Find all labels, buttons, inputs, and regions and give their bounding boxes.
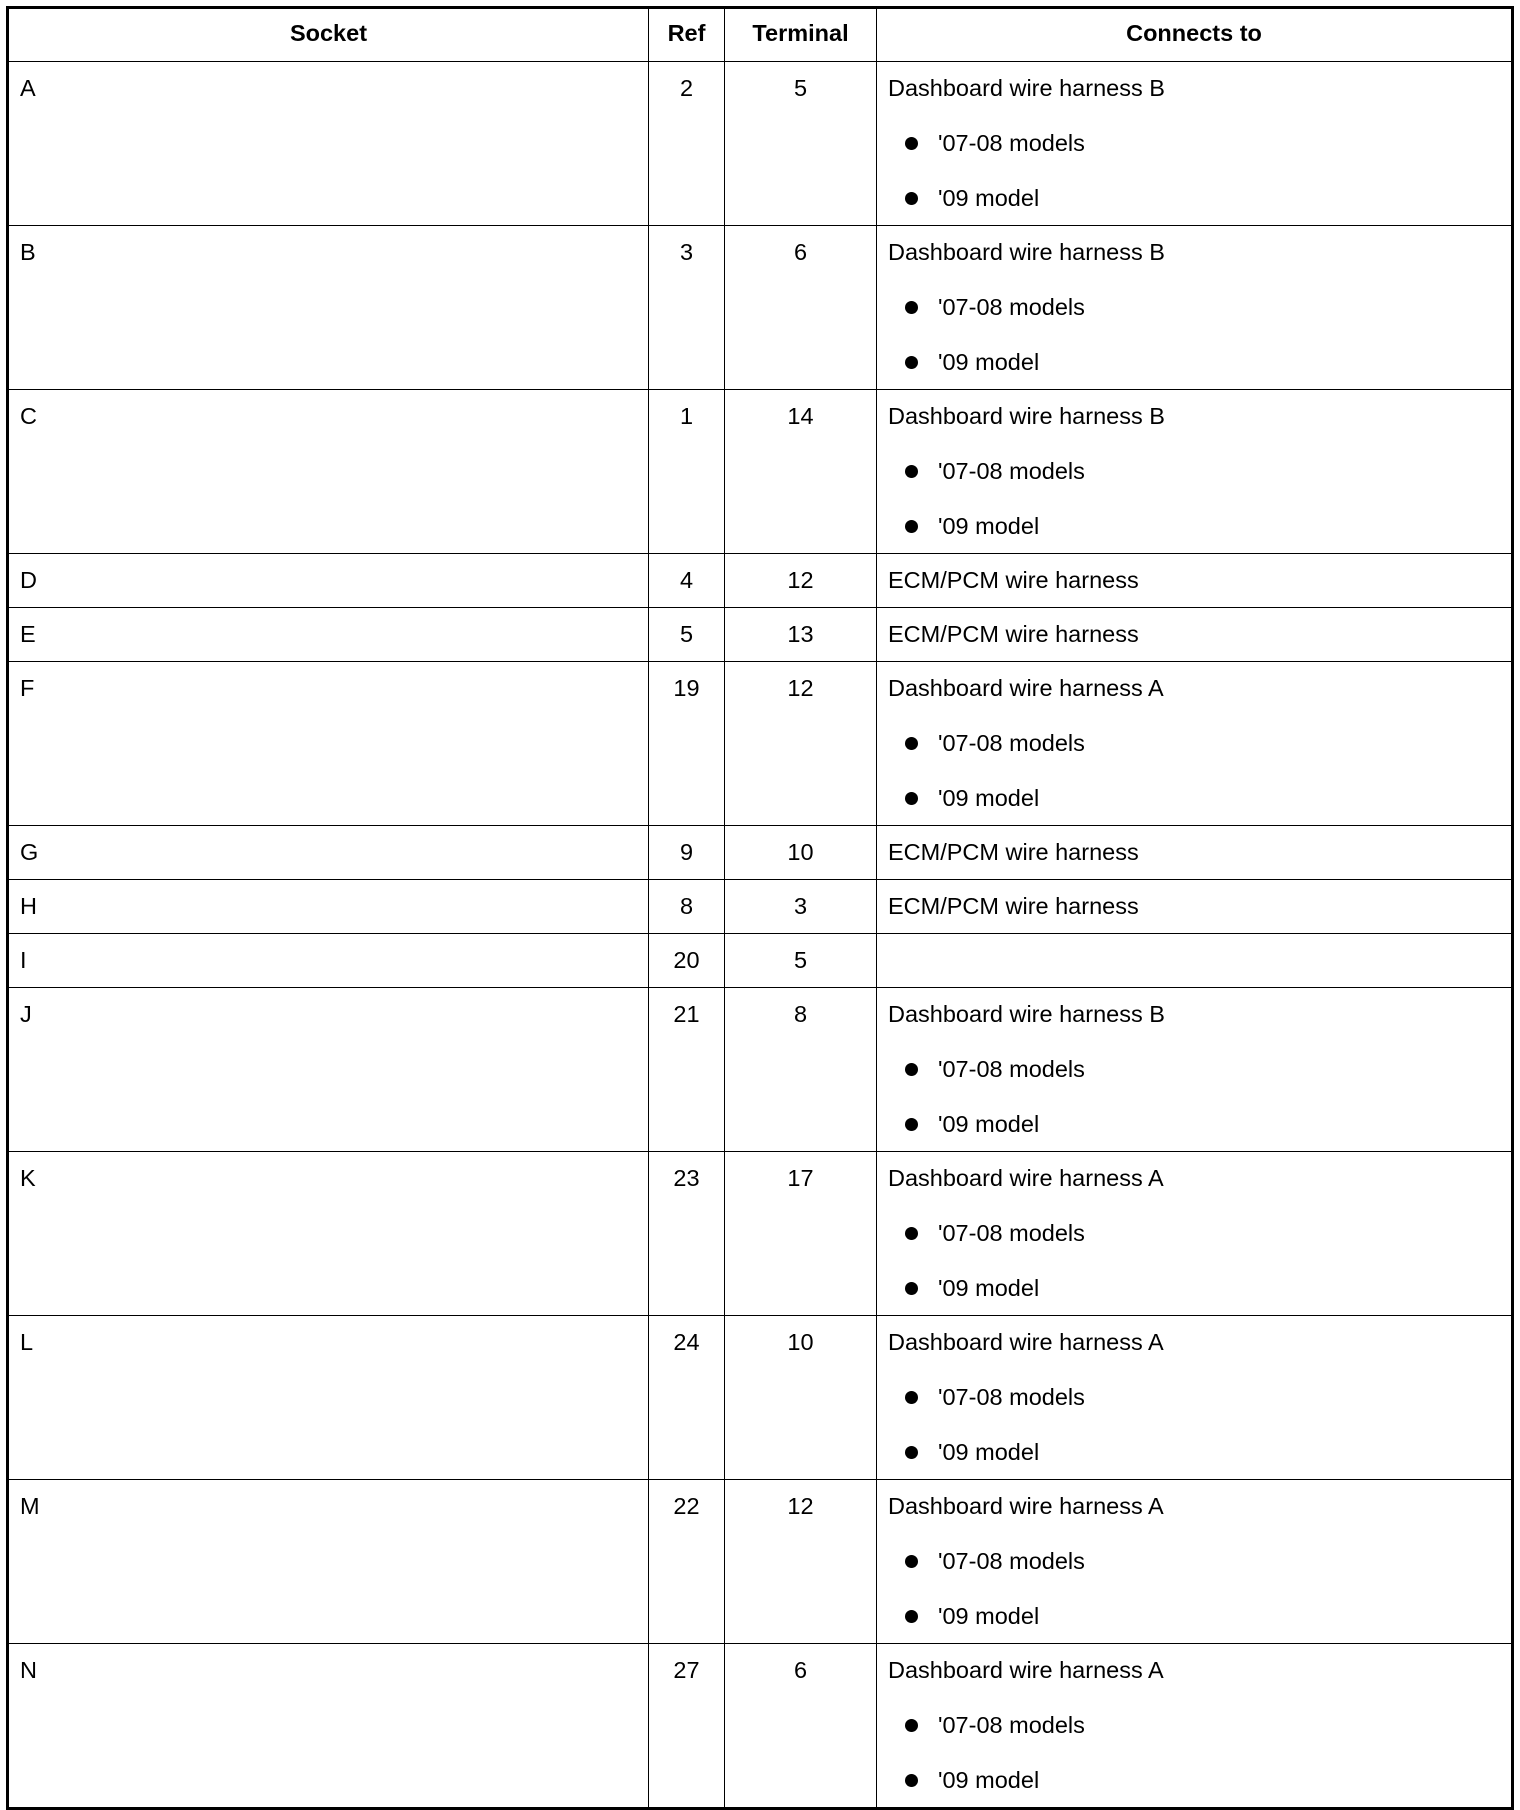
table-row [8,1316,1513,1480]
model-list-item [888,291,1500,324]
table-row [8,390,1513,554]
cell-socket: D [8,554,649,608]
cell-terminal: 10 [725,826,877,880]
model-list-item [888,1436,1500,1469]
connects-to-text: ECM/PCM wire harness [888,567,1139,593]
cell-connects-to [877,1480,1513,1644]
cell-connects-to [877,1644,1513,1809]
table-row [8,1152,1513,1316]
connector-table [6,6,1514,1810]
document-page [6,6,1514,1810]
cell-terminal: 6 [725,1644,877,1809]
model-list [888,1709,1500,1797]
cell-terminal: 5 [725,62,877,226]
table-row [8,554,1513,608]
bullet-icon [905,1555,918,1568]
bullet-icon [905,465,918,478]
model-list-item [888,1053,1500,1086]
cell-socket: E [8,608,649,662]
model-list [888,1053,1500,1141]
model-list-item [888,1381,1500,1414]
table-row [8,662,1513,826]
bullet-icon [905,1719,918,1732]
model-list [888,1381,1500,1469]
model-list [888,127,1500,215]
bullet-icon [905,792,918,805]
model-label: '09 model [938,185,1040,211]
cell-socket: B [8,226,649,390]
table-row [8,934,1513,988]
bullet-icon [905,1446,918,1459]
connects-to-text [888,944,1500,977]
bullet-icon [905,1063,918,1076]
table-row [8,880,1513,934]
cell-socket: I [8,934,649,988]
cell-connects-to [877,880,1513,934]
cell-socket: C [8,390,649,554]
model-list-item [888,455,1500,488]
header-ref: Ref [649,8,725,62]
cell-terminal: 12 [725,554,877,608]
cell-socket: F [8,662,649,826]
cell-ref: 22 [649,1480,725,1644]
model-list-item [888,1709,1500,1742]
cell-ref: 3 [649,226,725,390]
model-label: '07-08 models [938,130,1085,156]
cell-terminal: 5 [725,934,877,988]
cell-ref: 1 [649,390,725,554]
model-label: '09 model [938,349,1040,375]
bullet-icon [905,192,918,205]
cell-terminal: 12 [725,1480,877,1644]
cell-ref: 20 [649,934,725,988]
connects-to-text: Dashboard wire harness A [888,1657,1164,1683]
bullet-icon [905,137,918,150]
cell-connects-to [877,554,1513,608]
cell-ref: 8 [649,880,725,934]
model-list-item [888,127,1500,160]
cell-connects-to [877,390,1513,554]
table-row [8,608,1513,662]
model-list [888,1545,1500,1633]
model-label: '09 model [938,1111,1040,1137]
bullet-icon [905,1774,918,1787]
model-list-item [888,1108,1500,1141]
model-label: '09 model [938,1603,1040,1629]
connects-to-text: Dashboard wire harness A [888,675,1164,701]
cell-socket: L [8,1316,649,1480]
connects-to-text: Dashboard wire harness B [888,1001,1165,1027]
cell-socket: M [8,1480,649,1644]
connects-to-text: ECM/PCM wire harness [888,839,1139,865]
bullet-icon [905,1610,918,1623]
model-label: '07-08 models [938,1548,1085,1574]
header-connects-to: Connects to [877,8,1513,62]
table-row [8,988,1513,1152]
model-list-item [888,1545,1500,1578]
cell-connects-to [877,934,1513,988]
cell-connects-to [877,662,1513,826]
cell-ref: 27 [649,1644,725,1809]
model-label: '09 model [938,1275,1040,1301]
model-list [888,455,1500,543]
cell-terminal: 17 [725,1152,877,1316]
cell-terminal: 14 [725,390,877,554]
cell-ref: 2 [649,62,725,226]
cell-connects-to [877,608,1513,662]
bullet-icon [905,1227,918,1240]
model-label: '07-08 models [938,458,1085,484]
model-list-item [888,1764,1500,1797]
cell-terminal: 13 [725,608,877,662]
connects-to-text: Dashboard wire harness A [888,1329,1164,1355]
model-list-item [888,782,1500,815]
table-row [8,826,1513,880]
table-row [8,1480,1513,1644]
cell-socket: A [8,62,649,226]
cell-socket: N [8,1644,649,1809]
table-body [8,62,1513,1809]
connects-to-text: ECM/PCM wire harness [888,893,1139,919]
model-label: '09 model [938,513,1040,539]
table-row [8,62,1513,226]
header-row [8,8,1513,62]
connects-to-text: Dashboard wire harness A [888,1493,1164,1519]
model-list-item [888,1600,1500,1633]
model-label: '07-08 models [938,1384,1085,1410]
model-label: '07-08 models [938,1712,1085,1738]
model-list-item [888,727,1500,760]
model-label: '09 model [938,785,1040,811]
cell-ref: 23 [649,1152,725,1316]
connects-to-text: Dashboard wire harness B [888,75,1165,101]
model-list [888,727,1500,815]
cell-socket: J [8,988,649,1152]
cell-terminal: 8 [725,988,877,1152]
header-terminal: Terminal [725,8,877,62]
cell-ref: 4 [649,554,725,608]
cell-connects-to [877,62,1513,226]
cell-ref: 9 [649,826,725,880]
model-label: '09 model [938,1439,1040,1465]
header-socket: Socket [8,8,649,62]
bullet-icon [905,737,918,750]
connects-to-text: Dashboard wire harness B [888,403,1165,429]
cell-terminal: 10 [725,1316,877,1480]
model-label: '09 model [938,1767,1040,1793]
model-label: '07-08 models [938,1056,1085,1082]
model-list-item [888,1217,1500,1250]
table-row [8,1644,1513,1809]
cell-ref: 24 [649,1316,725,1480]
cell-socket: H [8,880,649,934]
model-list-item [888,182,1500,215]
cell-connects-to [877,1152,1513,1316]
model-list-item [888,346,1500,379]
cell-terminal: 3 [725,880,877,934]
connects-to-text: ECM/PCM wire harness [888,621,1139,647]
bullet-icon [905,1391,918,1404]
cell-connects-to [877,826,1513,880]
model-list [888,1217,1500,1305]
cell-ref: 19 [649,662,725,826]
cell-socket: K [8,1152,649,1316]
bullet-icon [905,1118,918,1131]
cell-socket: G [8,826,649,880]
cell-ref: 5 [649,608,725,662]
model-list-item [888,510,1500,543]
cell-terminal: 6 [725,226,877,390]
connects-to-text: Dashboard wire harness B [888,239,1165,265]
table-row [8,226,1513,390]
cell-connects-to [877,226,1513,390]
cell-ref: 21 [649,988,725,1152]
model-label: '07-08 models [938,730,1085,756]
cell-connects-to [877,1316,1513,1480]
bullet-icon [905,356,918,369]
cell-connects-to [877,988,1513,1152]
model-label: '07-08 models [938,294,1085,320]
model-label: '07-08 models [938,1220,1085,1246]
cell-terminal: 12 [725,662,877,826]
connects-to-text: Dashboard wire harness A [888,1165,1164,1191]
model-list [888,291,1500,379]
bullet-icon [905,301,918,314]
bullet-icon [905,520,918,533]
model-list-item [888,1272,1500,1305]
bullet-icon [905,1282,918,1295]
